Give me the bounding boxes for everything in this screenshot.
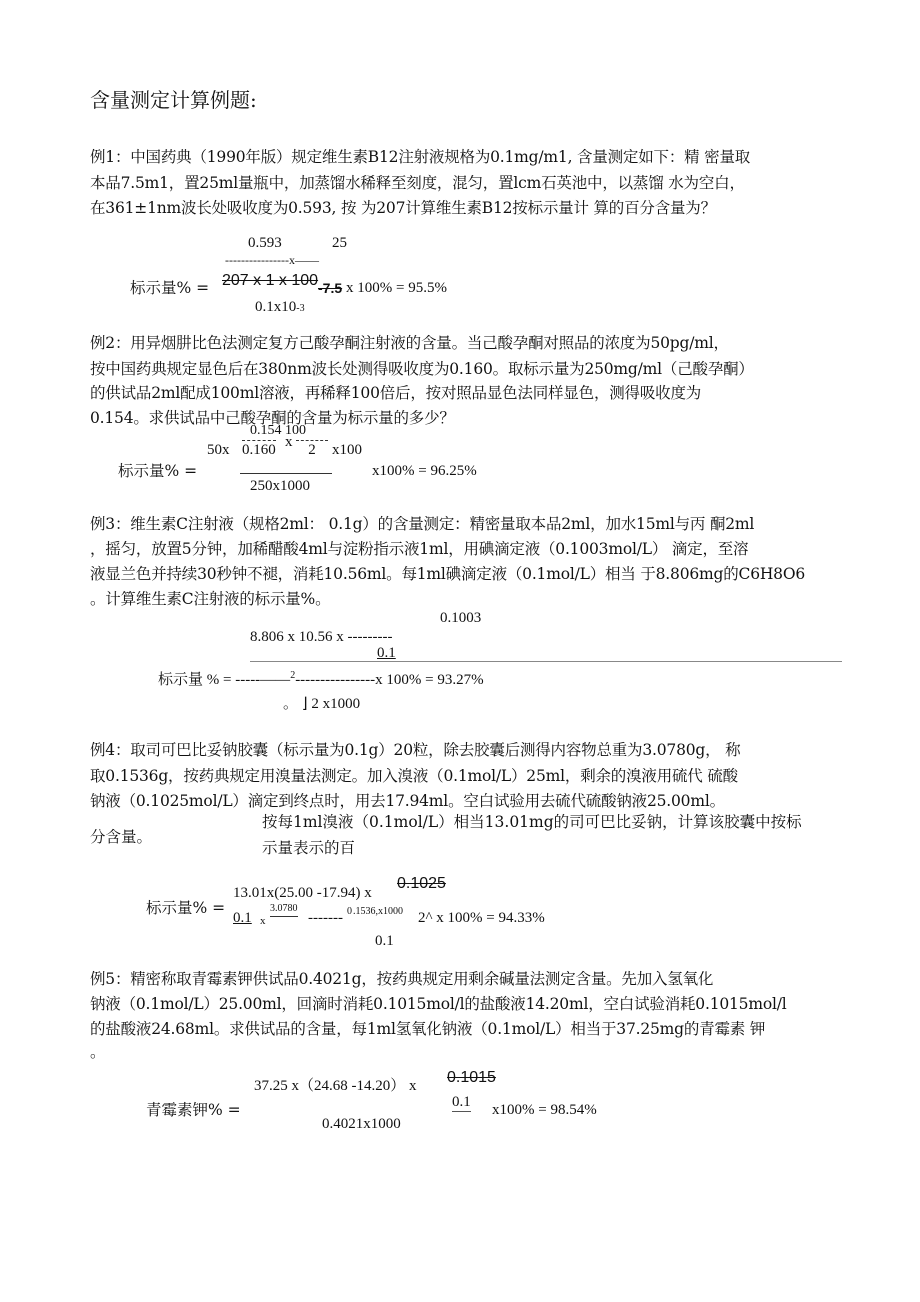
ex4-line: 示量表示的百 [262,839,356,857]
den-base: 0.1x10 [255,299,297,315]
fraction-bar [240,473,332,474]
ex5-line: 。 [90,1043,106,1061]
formula-label [158,666,484,690]
denominator: 0.4021x1000 [322,1116,401,1132]
strike-term: -7.5 [318,280,343,296]
formula-label: 青霉素钾% = [146,1101,241,1119]
fraction-bar [250,661,842,662]
ex4-line: 分含量。 [90,828,153,846]
fraction-den: 0.1 [452,1094,471,1110]
formula-label: 标示量% = [118,462,198,480]
ex5-line: 钠液（0.1mol/L）25.00ml，回滴时消耗0.1015mol/l的盐酸液14.20ml，空白试验消耗0.1015mol/l [90,995,787,1013]
dash: ------- [308,910,343,926]
fraction-top: 0.154 100 [250,423,306,438]
ex2-line: 0.154。求供试品中己酸孕酮的含量为标示量的多少？ [90,409,455,427]
superscript: 2 [290,670,296,681]
ex4-line: 钠液（0.1025mol/L）滴定到终点时，用去17.94ml。空白试验用去硫代硫酸钠液25.00ml。 [90,792,725,810]
formula-result: 2^ x 100% = 94.33% [418,910,545,926]
ex4-line: 按每1ml溴液（0.1mol/L）相当13.01mg的司可巴比妥钠，计算该胶囊中按标 [262,813,802,831]
ex2-line: 例2：用异烟肼比色法测定复方己酸孕酮注射液的含量。当己酸孕酮对照品的浓度为50pg/ml， [90,334,729,352]
fraction-den: 0.1 [377,645,396,661]
times: x [260,915,266,927]
numerator: 8.806 x 10.56 x --------- [250,629,393,645]
ex4-line: 例4：取司可巴比妥钠胶囊（标示量为0.1g）20粒，除去胶囊后测得内容物总重为3.0780g， 称 [90,741,741,759]
numerator: 25 [332,235,347,251]
strike-term: 0.1025 [397,875,446,892]
ex4-line: 取0.1536g，按药典规定用溴量法测定。加入溴液（0.1mol/L）25ml，剩余的溴液用硫代 硫酸 [90,767,738,785]
ex5-line: 的盐酸液24.68ml。求供试品的含量，每1ml氢氧化钠液（0.1mol/L）相当于37.25mg的青霉素 钾 [90,1020,766,1038]
ex3-line: 例3：维生素C注射液（规格2ml： 0.1g）的含量测定：精密量取本品2ml，加水15ml与丙 酮2ml [90,515,755,533]
fraction-den: 2 [296,440,328,459]
factor: 50x [207,442,230,458]
denominator [255,297,305,319]
fraction-den: 0.160 [242,442,276,458]
term: 0 [347,906,352,917]
numerator: 37.25 x（24.68 -14.20） x [254,1078,417,1094]
denominator: 。 ⌋ 2 x1000 [283,696,361,712]
formula-label: 标示量% = [130,279,210,297]
ex2-line: 的供试品2ml配成100ml溶液，再稀释100倍后，按对照品显色法同样显色，测得吸收度为 [90,384,702,402]
ex1-line: 本品7.5m1，置25ml量瓶中，加蒸馏水稀释至刻度，混匀，置lcm石英池中，以蒸馏 水为空白， [90,174,745,192]
times: x [285,434,293,450]
ex3-line: ，摇匀，放置5分钟，加稀醋酸4ml与淀粉指示液1ml，用碘滴定液（0.1003mol/L） 滴定，至溶 [90,540,749,558]
ex1-line: 在361±1nm波长处吸收度为0.593, 按 为207计算维生素B12按标示量计 算的百分含量为？ [90,199,716,217]
denominator: 0.1 [375,933,394,949]
numerator: 0.593 [248,235,282,251]
dash-line: ----------------x—— [225,253,319,267]
den-exp: -3 [296,303,305,314]
numerator: 13.01x(25.00 -17.94) x [233,885,372,901]
term: 0.1 [233,910,252,926]
fraction-top: 0.1003 [440,610,482,626]
denominator: 250x1000 [250,478,310,494]
formula-label: 标示量% = [146,899,226,917]
page-title: 含量测定计算例题: [90,88,257,112]
ex5-line: 例5：精密称取青霉素钾供试品0.4021g，按药典规定用剩余碱量法测定含量。先加入氢氧化 [90,970,714,988]
formula-result: ----------------x 100% = 93.27% [295,672,484,688]
ex1-line: 例1：中国药典（1990年版）规定维生素B12注射液规格为0.1mg/m1, 含量测定如下：精 密量取 [90,148,751,166]
term: .1536,x1000 [353,906,403,917]
term: 3.0780 [270,902,298,917]
formula-result: x100% = 96.25% [372,463,477,479]
factor: x100 [332,442,362,458]
formula-result: x 100% = 95.5% [346,280,447,296]
strike-term: 207 x 1 x 100 [222,272,319,289]
ex3-line: 。计算维生素C注射液的标示量%。 [90,590,331,608]
ex3-line: 液显兰色并持续30秒钟不褪，消耗10.56ml。每1ml碘滴定液（0.1mol/L）相当 于8.806mg的C6H8O6 [90,565,806,583]
formula-result: x100% = 98.54% [492,1102,597,1118]
ex2-line: 按中国药典规定显色后在380nm波长处测得吸收度为0.160。取标示量为250mg/ml（己酸孕酮） [90,360,754,378]
label-text: 标示量 % = -----—— [158,672,291,688]
strike-term: 0.1015 [447,1069,496,1086]
